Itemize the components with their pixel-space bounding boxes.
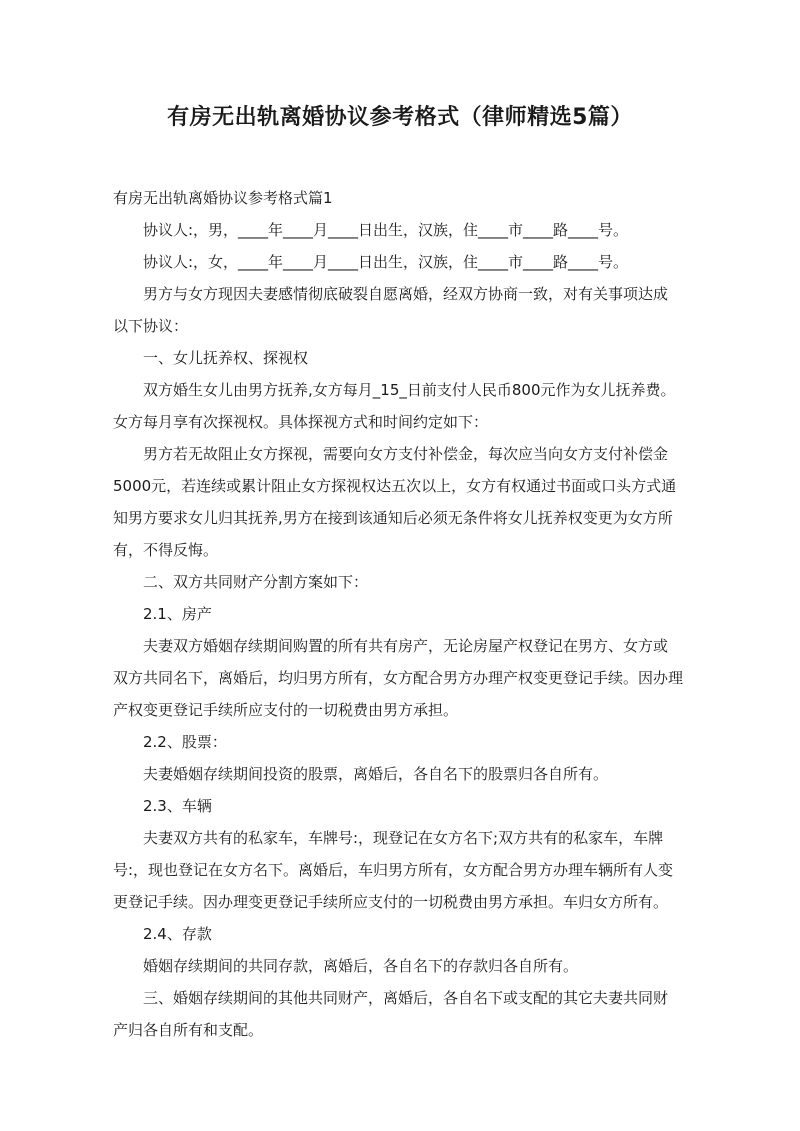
paragraph-line: 双方婚生女儿由男方抚养,女方每月_15_日前支付人民币800元作为女儿抚养费。 xyxy=(143,381,676,399)
paragraph-line: 有，不得反悔。 xyxy=(113,541,219,559)
paragraph-line: 一、女儿抚养权、探视权 xyxy=(143,349,309,367)
paragraph-line: 2.1、房产 xyxy=(143,605,212,623)
paragraph-line: 三、婚姻存续期间的其他共同财产，离婚后，各自名下或支配的其它夫妻共同财 xyxy=(143,989,669,1007)
paragraph-line: 夫妻双方共有的私家车，车牌号:，现登记在女方名下;双方共有的私家车，车牌 xyxy=(143,829,664,847)
paragraph-line: 2.3、车辆 xyxy=(143,797,212,815)
paragraph-line: 产归各自所有和支配。 xyxy=(113,1021,264,1039)
paragraph-line: 男方若无故阻止女方探视，需要向女方支付补偿金，每次应当向女方支付补偿金 xyxy=(143,445,669,463)
paragraph-line: 2.4、存款 xyxy=(143,925,212,943)
paragraph-line: 2.2、股票： xyxy=(143,733,227,751)
document-body xyxy=(113,182,695,1046)
paragraph-line: 双方共同名下，离婚后，均归男方所有，女方配合男方办理产权变更登记手续。因办理 xyxy=(113,669,684,687)
paragraph-line: 号:，现也登记在女方名下。离婚后，车归男方所有，女方配合男方办理车辆所有人变 xyxy=(113,861,674,879)
paragraph-line: 知男方要求女儿归其抚养,男方在接到该通知后必须无条件将女儿抚养权变更为女方所 xyxy=(113,509,673,527)
document-title: 有房无出轨离婚协议参考格式（律师精选5篇） xyxy=(167,105,633,130)
paragraph-line: 婚姻存续期间的共同存款，离婚后，各自名下的存款归各自所有。 xyxy=(143,957,579,975)
paragraph-line: 协议人:，女，____年____月____日出生，汉族，住____市____路____号。 xyxy=(143,253,629,271)
paragraph-line: 二、双方共同财产分割方案如下： xyxy=(143,573,369,591)
paragraph-line: 协议人:，男，____年____月____日出生，汉族，住____市____路____号。 xyxy=(143,221,629,239)
paragraph-line: 有房无出轨离婚协议参考格式篇1 xyxy=(113,189,333,207)
paragraph-line: 产权变更登记手续所应支付的一切税费由男方承担。 xyxy=(113,701,459,719)
paragraph-line: 女方每月享有次探视权。具体探视方式和时间约定如下： xyxy=(113,413,489,431)
paragraph-line: 以下协议： xyxy=(113,317,189,335)
paragraph-line: 5000元，若连续或累计阻止女方探视权达五次以上，女方有权通过书面或口头方式通 xyxy=(113,477,677,495)
paragraph-line: 夫妻婚姻存续期间投资的股票，离婚后，各自名下的股票归各自所有。 xyxy=(143,765,609,783)
paragraph-line: 夫妻双方婚姻存续期间购置的所有共有房产，无论房屋产权登记在男方、女方或 xyxy=(143,637,669,655)
paragraph-line: 更登记手续。因办理变更登记手续所应支付的一切税费由男方承担。车归女方所有。 xyxy=(113,893,669,911)
paragraph-line: 男方与女方现因夫妻感情彻底破裂自愿离婚，经双方协商一致，对有关事项达成 xyxy=(143,285,669,303)
